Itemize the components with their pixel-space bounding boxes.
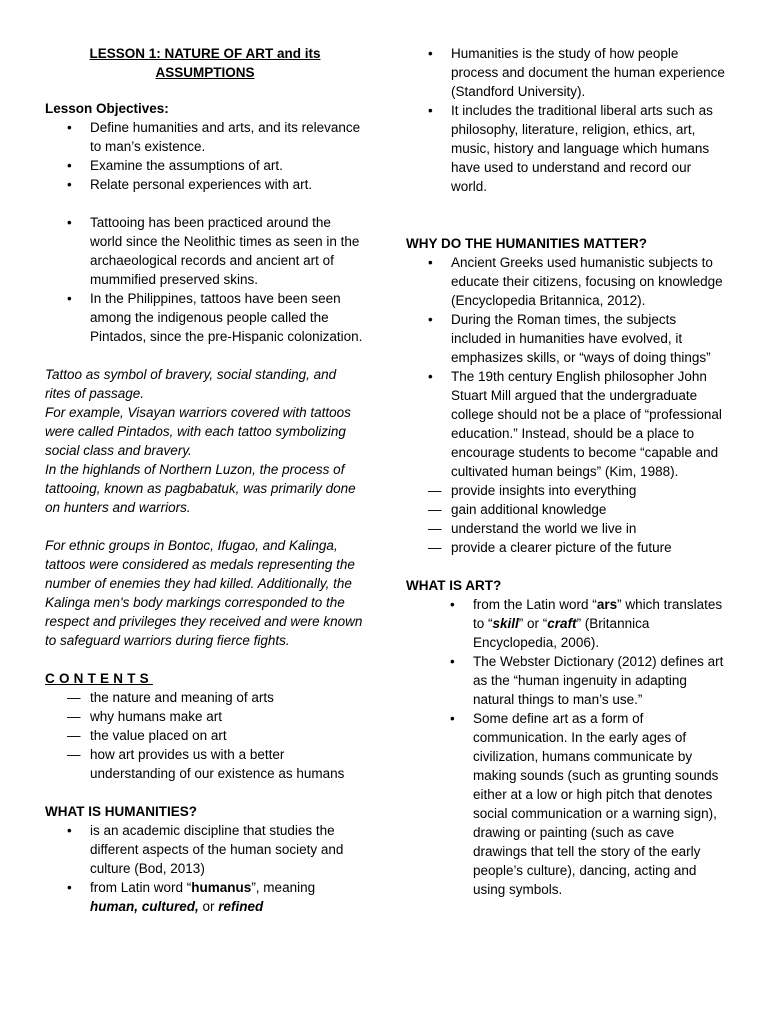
text-fragment: ” or “ — [518, 616, 548, 631]
tattoo-point: • Tattooing has been practiced around the world since the Neolithic times as seen in the archaeological records and ancient art of mummified preserved skins. — [45, 213, 365, 289]
text-fragment: or — [198, 899, 219, 914]
art-point: • The Webster Dictionary (2012) defines art as the “human ingenuity in adapting natural things to man’s use.” — [406, 652, 728, 709]
emphasis-word: skill — [492, 616, 519, 631]
matter-dash-item: — provide insights into everything — [406, 481, 728, 500]
ethnic-groups-paragraph: For ethnic groups in Bontoc, Ifugao, and Kalinga, tattoos were considered as medals representing the number of enemies they had killed. Additionally, the Kalinga men's body markings corresponded to the respect and privileges they received and were known to safeguard warriors during fierce fights. — [45, 538, 363, 648]
lesson-title-line1: LESSON 1: NATURE OF ART and its — [89, 46, 321, 61]
humanities-study-list — [406, 44, 728, 196]
matter-dash-list — [406, 481, 728, 557]
objectives-list — [45, 118, 365, 194]
right-column — [406, 44, 728, 899]
humanities-study-point: • Humanities is the study of how people process and document the human experience (Standford University). — [406, 44, 728, 101]
contents-list — [45, 688, 365, 783]
matter-dash-item: — gain additional knowledge — [406, 500, 728, 519]
matter-point: • The 19th century English philosopher John Stuart Mill argued that the undergraduate college should not be a place of “professional education.” Instead, should be a place to encourage students to become “capable and cultivated human beings” (Kim, 1988). — [406, 367, 728, 481]
art-point: • Some define art as a form of communication. In the early ages of civilization, humans communicate by making sounds (such as grunting sounds either at a low or high pitch that denotes social communication or a warning sign), drawing or painting (such as cave drawings that tell the story of the early people’s culture), dancing, acting and using symbols. — [406, 709, 728, 899]
latin-word: ars — [596, 597, 618, 612]
tattoo-point: • In the Philippines, tattoos have been seen among the indigenous people called the Pintados, since the pre-Hispanic colonization. — [45, 289, 365, 346]
humanities-latin-point — [45, 878, 365, 916]
objective-item: • Examine the assumptions of art. — [45, 156, 365, 175]
contents-item: — the value placed on art — [45, 726, 365, 745]
text-fragment: from the Latin word “ — [473, 597, 597, 612]
humanities-matter-heading: WHY DO THE HUMANITIES MATTER? — [406, 236, 647, 251]
italic-line: For example, Visayan warriors covered with tattoos were called Pintados, with each tattoo symbolizing social class and bravery. — [45, 405, 351, 458]
humanities-study-point: • It includes the traditional liberal arts such as philosophy, literature, religion, ethics, art, music, history and language which humans have used to understand and record our world. — [406, 101, 728, 196]
text-fragment: ”, meaning — [251, 880, 316, 895]
art-latin-point — [406, 595, 728, 652]
what-is-art-heading: WHAT IS ART? — [406, 578, 502, 593]
humanities-point: • is an academic discipline that studies the different aspects of the human society and culture (Bod, 2013) — [45, 821, 365, 878]
text-fragment: ” (Britannica Encyclopedia, 2006). — [473, 616, 650, 650]
meaning-emphasis: refined — [218, 899, 264, 914]
contents-heading: CONTENTS — [45, 671, 153, 686]
objective-item: • Relate personal experiences with art. — [45, 175, 365, 194]
meaning-emphasis: human, cultured, — [90, 899, 199, 914]
matter-dash-item: — provide a clearer picture of the future — [406, 538, 728, 557]
art-definition-list — [406, 595, 728, 899]
emphasis-word: craft — [547, 616, 577, 631]
contents-item: — the nature and meaning of arts — [45, 688, 365, 707]
humanities-matter-list — [406, 253, 728, 481]
tattoo-symbol-paragraph — [45, 365, 365, 517]
lesson-title — [45, 44, 365, 82]
objective-item: • Define humanities and arts, and its relevance to man’s existence. — [45, 118, 365, 156]
italic-line: Tattoo as symbol of bravery, social standing, and rites of passage. — [45, 367, 337, 401]
left-column — [45, 44, 365, 916]
objectives-heading: Lesson Objectives: — [45, 101, 169, 116]
tattoo-points-list — [45, 213, 365, 346]
humanities-heading: WHAT IS HUMANITIES? — [45, 804, 197, 819]
matter-point: • During the Roman times, the subjects included in humanities have evolved, it emphasizes skills, or “ways of doing things” — [406, 310, 728, 367]
text-fragment: from Latin word “ — [90, 880, 192, 895]
lesson-title-line2: ASSUMPTIONS — [155, 65, 255, 80]
matter-dash-item: — understand the world we live in — [406, 519, 728, 538]
humanities-definition-list — [45, 821, 365, 916]
contents-item: — how art provides us with a better understanding of our existence as humans — [45, 745, 365, 783]
text-fragment: ” which translates to “ — [473, 597, 723, 631]
italic-line: In the highlands of Northern Luzon, the process of tattooing, known as pagbabatuk, was primarily done on hunters and warriors. — [45, 462, 356, 515]
contents-item: — why humans make art — [45, 707, 365, 726]
matter-point: • Ancient Greeks used humanistic subjects to educate their citizens, focusing on knowledge (Encyclopedia Britannica, 2012). — [406, 253, 728, 310]
latin-word: humanus — [191, 880, 252, 895]
